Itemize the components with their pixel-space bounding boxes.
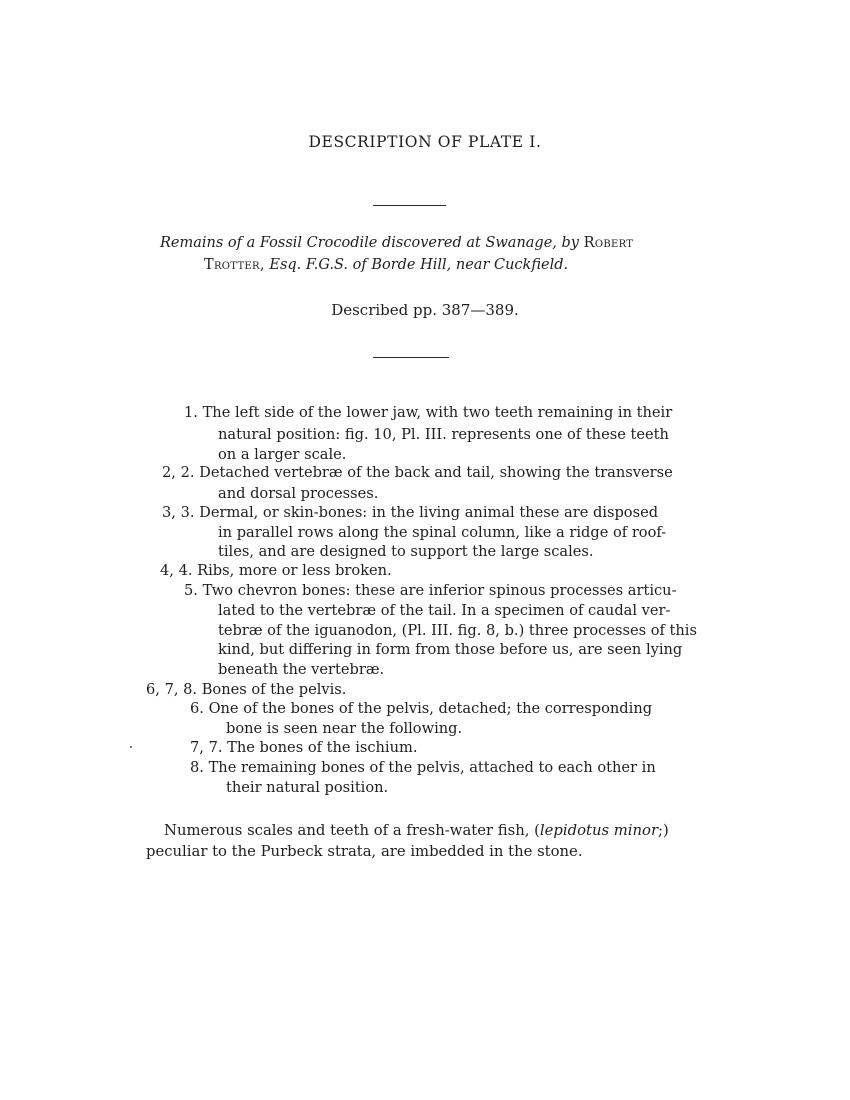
subtitle-italic-text: Remains of a Fossil Crocodile discovered at Swanage, by <box>160 235 579 251</box>
closing-line-1 <box>164 822 669 839</box>
entry-line: 2, 2. Detached vertebræ of the back and tail, showing the transverse <box>162 464 673 481</box>
entry-line: bone is seen near the following. <box>226 720 463 737</box>
entry-line: 8. The remaining bones of the pelvis, attached to each other in <box>190 759 656 776</box>
entry-line: tebræ of the iguanodon, (Pl. III. fig. 8, b.) three processes of this <box>218 622 697 639</box>
page-title: DESCRIPTION OF PLATE I. <box>308 133 542 151</box>
entry-line: in parallel rows along the spinal column, like a ridge of roof- <box>218 524 667 541</box>
entry-line: beneath the vertebræ. <box>218 661 385 678</box>
species-name: lepidotus minor <box>539 822 659 839</box>
author-last-name: Trotter, <box>204 257 265 273</box>
described-pages: Described pp. 387—389. <box>331 301 519 319</box>
entry-line: 3, 3. Dermal, or skin-bones: in the living animal these are disposed <box>162 504 659 521</box>
entry-line: 1. The left side of the lower jaw, with two teeth remaining in their <box>184 404 673 421</box>
entry-line: 5. Two chevron bones: these are inferior spinous processes articu- <box>184 582 677 599</box>
entry-line: kind, but differing in form from those before us, are seen lying <box>218 641 683 658</box>
closing-line-2: peculiar to the Purbeck strata, are imbedded in the stone. <box>146 843 583 860</box>
closing-punctuation: ;) <box>658 822 669 839</box>
entry-line: their natural position. <box>226 779 389 796</box>
entry-line: 6, 7, 8. Bones of the pelvis. <box>146 681 347 698</box>
divider-rule-2 <box>373 357 449 358</box>
subtitle-line-1 <box>160 235 633 251</box>
closing-text: Numerous scales and teeth of a fresh-water fish, ( <box>164 822 540 839</box>
entry-line: natural position: fig. 10, Pl. III. represents one of these teeth <box>218 426 669 443</box>
print-speck <box>130 746 132 748</box>
entry-line: 7, 7. The bones of the ischium. <box>190 739 418 756</box>
entry-line: lated to the vertebræ of the tail. In a specimen of caudal ver- <box>218 602 671 619</box>
entry-line: and dorsal processes. <box>218 485 379 502</box>
subtitle-line-2 <box>204 257 568 273</box>
subtitle-italic-text-2: Esq. F.G.S. of Borde Hill, near Cuckfield. <box>269 257 569 273</box>
entry-line: 4, 4. Ribs, more or less broken. <box>160 562 392 579</box>
divider-rule <box>373 205 446 206</box>
entry-line: tiles, and are designed to support the large scales. <box>218 543 594 560</box>
entry-line: on a larger scale. <box>218 446 347 463</box>
author-first-name: Robert <box>583 235 634 251</box>
entry-line: 6. One of the bones of the pelvis, detached; the corresponding <box>190 700 653 717</box>
